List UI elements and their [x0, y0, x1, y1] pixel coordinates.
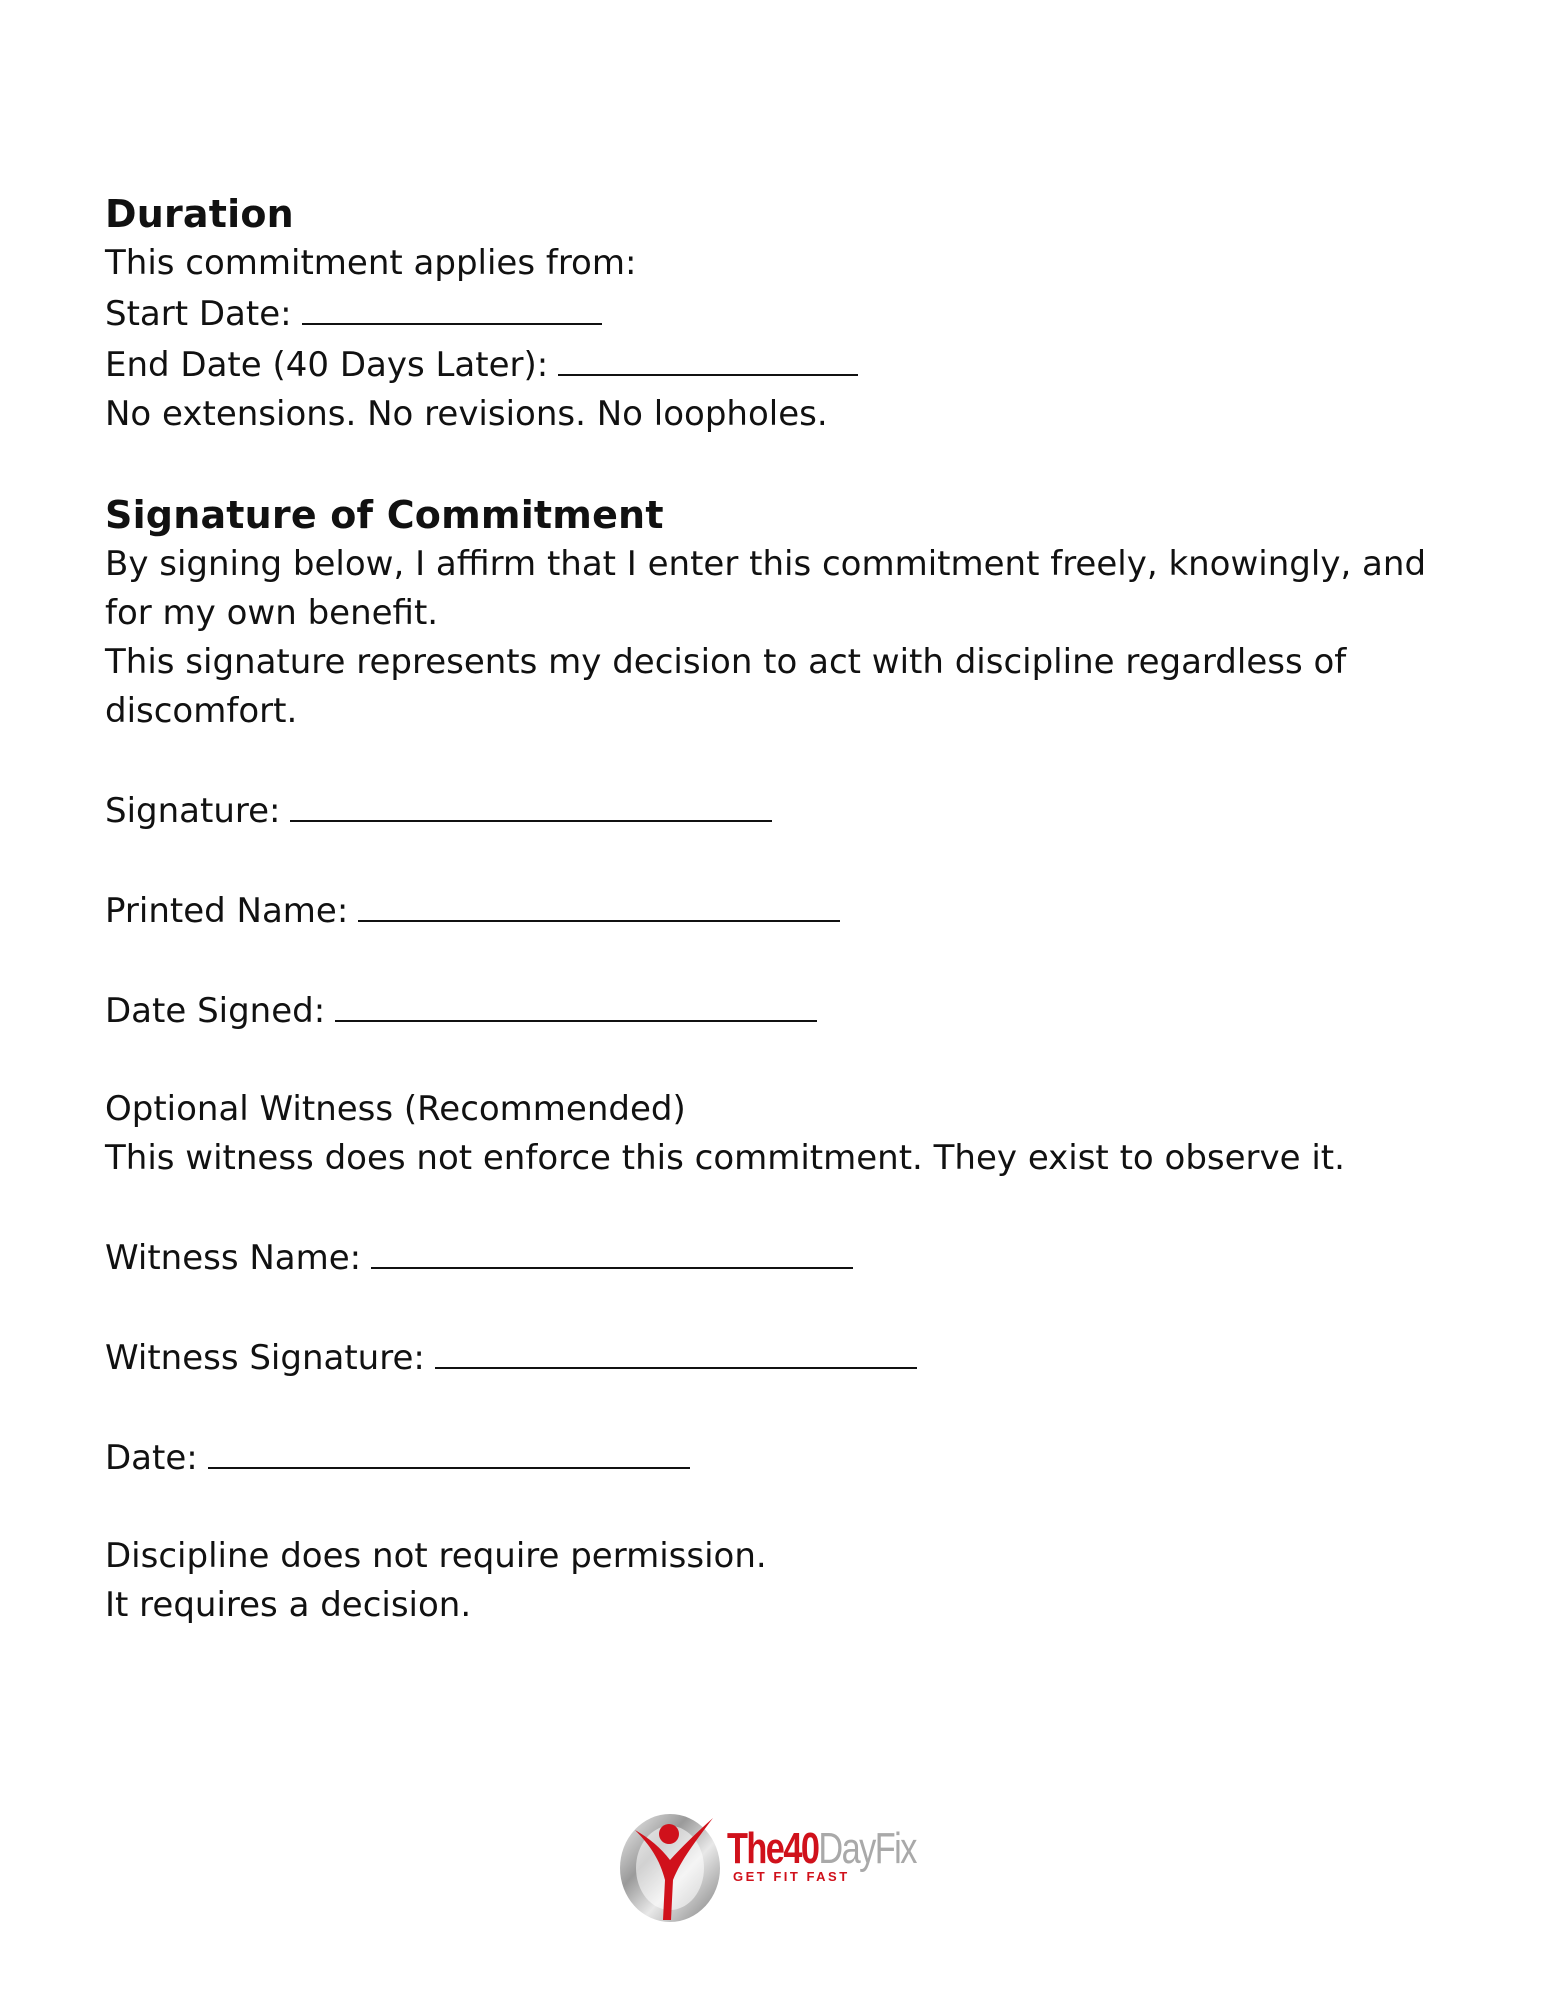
duration-note: No extensions. No revisions. No loopholes. — [105, 394, 828, 434]
end-date-blank[interactable] — [558, 339, 858, 376]
witness-signature-field — [105, 1332, 1445, 1383]
discipline-line-1: This signature represents my decision to act with discipline regardless of — [105, 642, 1347, 682]
end-date-field — [105, 339, 1445, 390]
end-date-label: End Date (40 Days Later): — [105, 345, 549, 385]
duration-intro: This commitment applies from: — [105, 243, 637, 283]
witness-date-field — [105, 1432, 1445, 1483]
signature-heading: Signature of Commitment — [105, 493, 664, 537]
witness-name-label: Witness Name: — [105, 1238, 362, 1278]
printed-name-field — [105, 885, 1445, 936]
signature-blank[interactable] — [290, 785, 772, 822]
start-date-label: Start Date: — [105, 294, 292, 334]
start-date-blank[interactable] — [302, 288, 602, 325]
closing-line-1: Discipline does not require permission. — [105, 1536, 767, 1576]
document-page — [105, 190, 1445, 1630]
witness-signature-blank[interactable] — [435, 1332, 917, 1369]
affirmation-line-2: for my own benefit. — [105, 593, 439, 633]
signature-field — [105, 785, 1445, 836]
witness-description: This witness does not enforce this commitment. They exist to observe it. — [105, 1138, 1345, 1178]
affirmation-line-1: By signing below, I affirm that I enter this commitment freely, knowingly, and — [105, 544, 1427, 584]
discipline-line-2: discomfort. — [105, 691, 298, 731]
printed-name-blank[interactable] — [358, 885, 840, 922]
logo-tagline: GET FIT FAST — [733, 1869, 850, 1884]
date-signed-blank[interactable] — [335, 985, 817, 1022]
closing-line-2: It requires a decision. — [105, 1585, 472, 1625]
logo-wordmark — [727, 1824, 927, 1884]
witness-title: Optional Witness (Recommended) — [105, 1089, 686, 1129]
date-signed-field — [105, 985, 1445, 1036]
witness-signature-label: Witness Signature: — [105, 1338, 425, 1378]
date-signed-label: Date Signed: — [105, 991, 326, 1031]
witness-name-blank[interactable] — [371, 1232, 853, 1269]
witness-date-label: Date: — [105, 1438, 198, 1478]
witness-name-field — [105, 1232, 1445, 1283]
runner-emblem-icon — [615, 1800, 725, 1930]
logo-wordmark-gray: DayFix — [818, 1824, 916, 1873]
signature-label: Signature: — [105, 791, 281, 831]
start-date-field — [105, 288, 1445, 339]
logo-wordmark-red: The40 — [727, 1824, 819, 1873]
brand-logo — [615, 1800, 925, 1935]
witness-date-blank[interactable] — [208, 1432, 690, 1469]
duration-heading: Duration — [105, 192, 294, 236]
printed-name-label: Printed Name: — [105, 891, 349, 931]
